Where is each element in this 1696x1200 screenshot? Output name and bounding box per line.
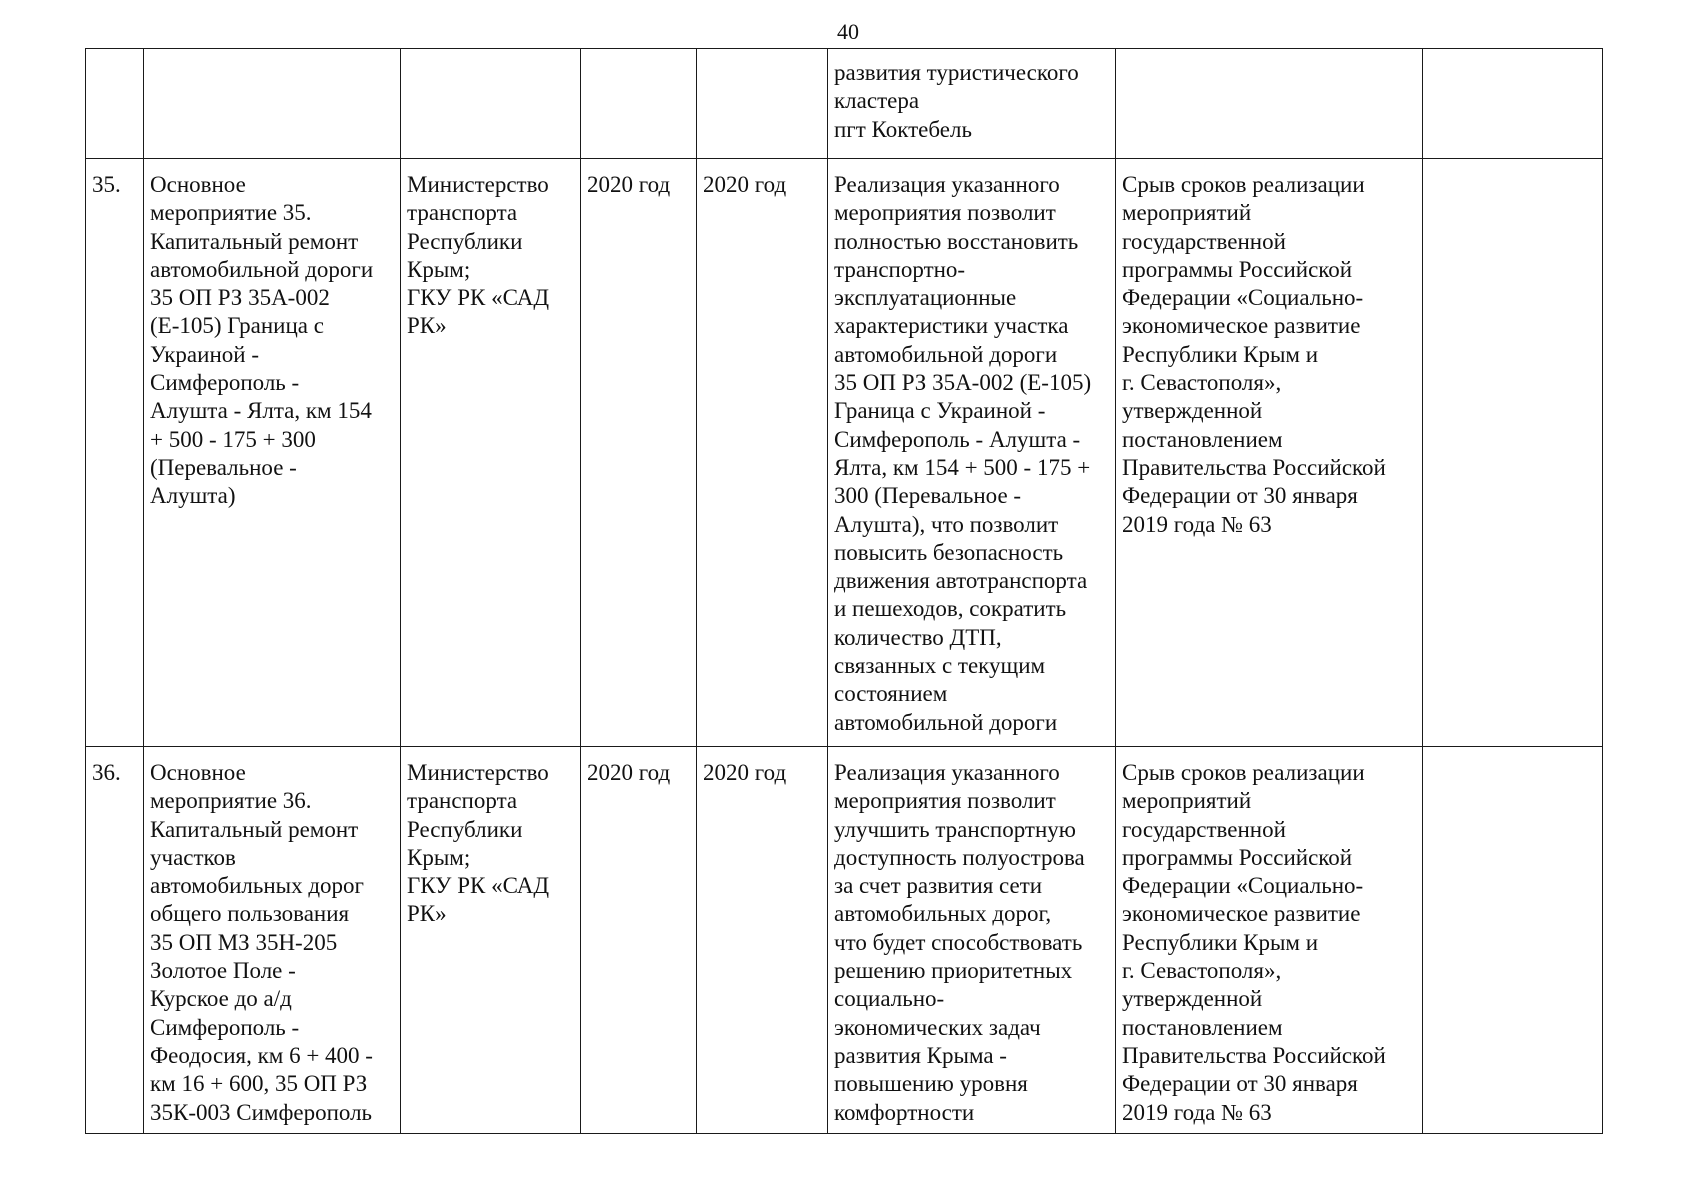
cell-text-line: Федерации «Социально- xyxy=(1122,873,1364,899)
cell-text-line: экономических задач xyxy=(834,1014,1041,1040)
cell-text-line: государственной xyxy=(1122,228,1286,254)
cell-text-line: пгт Коктебель xyxy=(834,116,972,142)
cell-executor xyxy=(401,159,581,747)
cell-text-line: автомобильной дороги xyxy=(150,256,374,282)
cell-activity xyxy=(144,159,401,747)
cell-text-line: движения автотранспорта xyxy=(834,568,1088,594)
cell-text-line: состоянием xyxy=(834,681,948,707)
cell-text-line: Граница с Украиной - xyxy=(834,398,1046,424)
cell-text-line: Федерации от 30 января xyxy=(1122,1071,1358,1097)
cell-text-line: утвержденной xyxy=(1122,986,1263,1012)
cell-text-line: и пешеходов, сократить xyxy=(834,596,1067,622)
cell-text-line: Федерации «Социально- xyxy=(1122,285,1364,311)
cell-text-line: + 500 - 175 + 300 xyxy=(150,426,316,452)
cell-activity xyxy=(144,747,401,1134)
cell-text-line: Украиной - xyxy=(150,341,259,367)
cell-text-line: социально- xyxy=(834,986,945,1012)
cell-text-line: государственной xyxy=(1122,816,1286,842)
cell-text-line: ГКУ РК «САД xyxy=(407,285,550,311)
cell-text-line: автомобильной дороги xyxy=(834,341,1058,367)
cell-text-line: Алушта), что позволит xyxy=(834,511,1059,537)
cell-text-line: (Перевальное - xyxy=(150,454,297,480)
cell-end-year xyxy=(697,49,828,159)
cell-text-line: постановлением xyxy=(1122,1014,1283,1040)
cell-expected-result xyxy=(828,159,1116,747)
cell-text-line: Симферополь - Алушта - xyxy=(834,426,1081,452)
cell-text-line: автомобильных дорог, xyxy=(834,901,1052,927)
cell-number xyxy=(86,49,144,159)
cell-text-line: 35К-003 Симферополь xyxy=(150,1099,373,1125)
cell-executor xyxy=(401,49,581,159)
cell-text-line: Курское до а/д xyxy=(150,986,292,1012)
cell-text-line: Республики Крым и xyxy=(1122,929,1319,955)
cell-text-line: км 16 + 600, 35 ОП РЗ xyxy=(150,1071,368,1097)
cell-start-year xyxy=(581,49,697,159)
cell-text-line: Срыв сроков реализации xyxy=(1122,760,1365,785)
cell-text-line: мероприятие 35. xyxy=(150,200,312,226)
table-body xyxy=(86,49,1603,1134)
cell-text-line: Алушта) xyxy=(150,483,236,509)
cell-text-line: Золотое Поле - xyxy=(150,958,296,984)
cell-text-line: количество ДТП, xyxy=(834,624,1002,650)
cell-text-line: развития туристического xyxy=(834,60,1079,85)
cell-text-line: кластера xyxy=(834,88,920,114)
cell-text-line: мероприятий xyxy=(1122,788,1252,814)
cell-text-line: Министерство xyxy=(407,760,549,785)
cell-text-line: развития Крыма - xyxy=(834,1042,1007,1068)
cell-text-line: Капитальный ремонт xyxy=(150,816,359,842)
cell-text-line: 2020 год xyxy=(587,172,671,197)
page-number: 40 xyxy=(837,19,859,44)
cell-text-line: участков xyxy=(150,844,236,870)
cell-text-line: утвержденной xyxy=(1122,398,1263,424)
cell-text-line: 2019 года № 63 xyxy=(1122,1099,1272,1125)
cell-end-year xyxy=(697,159,828,747)
cell-text-line: комфортности xyxy=(834,1099,975,1125)
cell-text-line: мероприятия позволит xyxy=(834,200,1056,226)
cell-text-line: Алушта - Ялта, км 154 xyxy=(150,398,372,424)
cell-text-line: мероприятия позволит xyxy=(834,788,1056,814)
cell-text-line: ГКУ РК «САД xyxy=(407,873,550,899)
cell-text-line: Республики xyxy=(407,816,523,842)
cell-activity xyxy=(144,49,401,159)
cell-text-line: 2020 год xyxy=(587,760,671,785)
cell-text-line: Основное xyxy=(150,172,246,197)
cell-consequences xyxy=(1116,159,1423,747)
cell-connection xyxy=(1423,747,1603,1134)
cell-expected-result xyxy=(828,49,1116,159)
cell-text-line: программы Российской xyxy=(1122,256,1353,282)
cell-text-line: 2020 год xyxy=(703,760,787,785)
cell-text-line: Крым; xyxy=(407,256,471,282)
cell-text-line: характеристики участка xyxy=(834,313,1069,339)
cell-text-line: экономическое развитие xyxy=(1122,313,1361,339)
cell-text-line: полностью восстановить xyxy=(834,228,1079,254)
cell-text-line: Республики Крым и xyxy=(1122,341,1319,367)
cell-text-line: 2020 год xyxy=(703,172,787,197)
cell-text-line: 35 ОП РЗ 35А-002 xyxy=(150,285,330,311)
cell-text-line: Реализация указанного xyxy=(834,760,1060,785)
cell-expected-result xyxy=(828,747,1116,1134)
cell-number xyxy=(86,159,144,747)
cell-text-line: улучшить транспортную xyxy=(834,816,1076,842)
activities-table xyxy=(85,48,1603,1134)
cell-text-line: 35. xyxy=(92,172,121,197)
cell-start-year xyxy=(581,747,697,1134)
cell-text-line: Капитальный ремонт xyxy=(150,228,359,254)
cell-text-line: программы Российской xyxy=(1122,844,1353,870)
cell-text-line: Основное xyxy=(150,760,246,785)
cell-text-line: 35 ОП МЗ 35Н-205 xyxy=(150,929,338,955)
cell-text-line: автомобильной дороги xyxy=(834,709,1058,735)
cell-text-line: Министерство xyxy=(407,172,549,197)
cell-text-line: Срыв сроков реализации xyxy=(1122,172,1365,197)
cell-text-line: автомобильных дорог xyxy=(150,873,364,899)
cell-text-line: 36. xyxy=(92,760,121,785)
cell-text-line: что будет способствовать xyxy=(834,929,1083,955)
cell-text-line: г. Севастополя», xyxy=(1122,958,1282,984)
cell-text-line: Республики xyxy=(407,228,523,254)
cell-text-line: Симферополь - xyxy=(150,370,300,396)
cell-text-line: повышению уровня xyxy=(834,1071,1028,1097)
cell-executor xyxy=(401,747,581,1134)
cell-consequences xyxy=(1116,747,1423,1134)
cell-start-year xyxy=(581,159,697,747)
cell-text-line: общего пользования xyxy=(150,901,350,927)
table-row xyxy=(86,49,1603,159)
cell-text-line: за счет развития сети xyxy=(834,873,1043,899)
cell-text-line: РК» xyxy=(407,313,447,339)
cell-consequences xyxy=(1116,49,1423,159)
cell-text-line: решению приоритетных xyxy=(834,958,1073,984)
cell-text-line: доступность полуострова xyxy=(834,844,1085,870)
cell-text-line: Крым; xyxy=(407,844,471,870)
cell-text-line: транспортно- xyxy=(834,256,966,282)
cell-text-line: Реализация указанного xyxy=(834,172,1060,197)
cell-text-line: постановлением xyxy=(1122,426,1283,452)
cell-text-line: (Е-105) Граница с xyxy=(150,313,324,339)
cell-text-line: транспорта xyxy=(407,788,518,814)
cell-text-line: эксплуатационные xyxy=(834,285,1017,311)
cell-text-line: Ялта, км 154 + 500 - 175 + xyxy=(834,454,1091,480)
cell-text-line: РК» xyxy=(407,901,447,927)
cell-text-line: г. Севастополя», xyxy=(1122,370,1282,396)
cell-text-line: экономическое развитие xyxy=(1122,901,1361,927)
cell-text-line: 300 (Перевальное - xyxy=(834,483,1022,509)
table-row xyxy=(86,159,1603,747)
cell-text-line: Феодосия, км 6 + 400 - xyxy=(150,1042,373,1068)
cell-text-line: Федерации от 30 января xyxy=(1122,483,1358,509)
cell-text-line: связанных с текущим xyxy=(834,653,1046,679)
cell-text-line: 2019 года № 63 xyxy=(1122,511,1272,537)
cell-text-line: транспорта xyxy=(407,200,518,226)
cell-text-line: Симферополь - xyxy=(150,1014,300,1040)
cell-text-line: 35 ОП РЗ 35А-002 (Е-105) xyxy=(834,370,1092,396)
cell-text-line: Правительства Российской xyxy=(1122,1042,1386,1068)
cell-text-line: повысить безопасность xyxy=(834,539,1064,565)
cell-text-line: Правительства Российской xyxy=(1122,454,1386,480)
table-row xyxy=(86,747,1603,1134)
cell-connection xyxy=(1423,49,1603,159)
cell-text-line: мероприятий xyxy=(1122,200,1252,226)
cell-connection xyxy=(1423,159,1603,747)
cell-text-line: мероприятие 36. xyxy=(150,788,312,814)
cell-number xyxy=(86,747,144,1134)
cell-end-year xyxy=(697,747,828,1134)
